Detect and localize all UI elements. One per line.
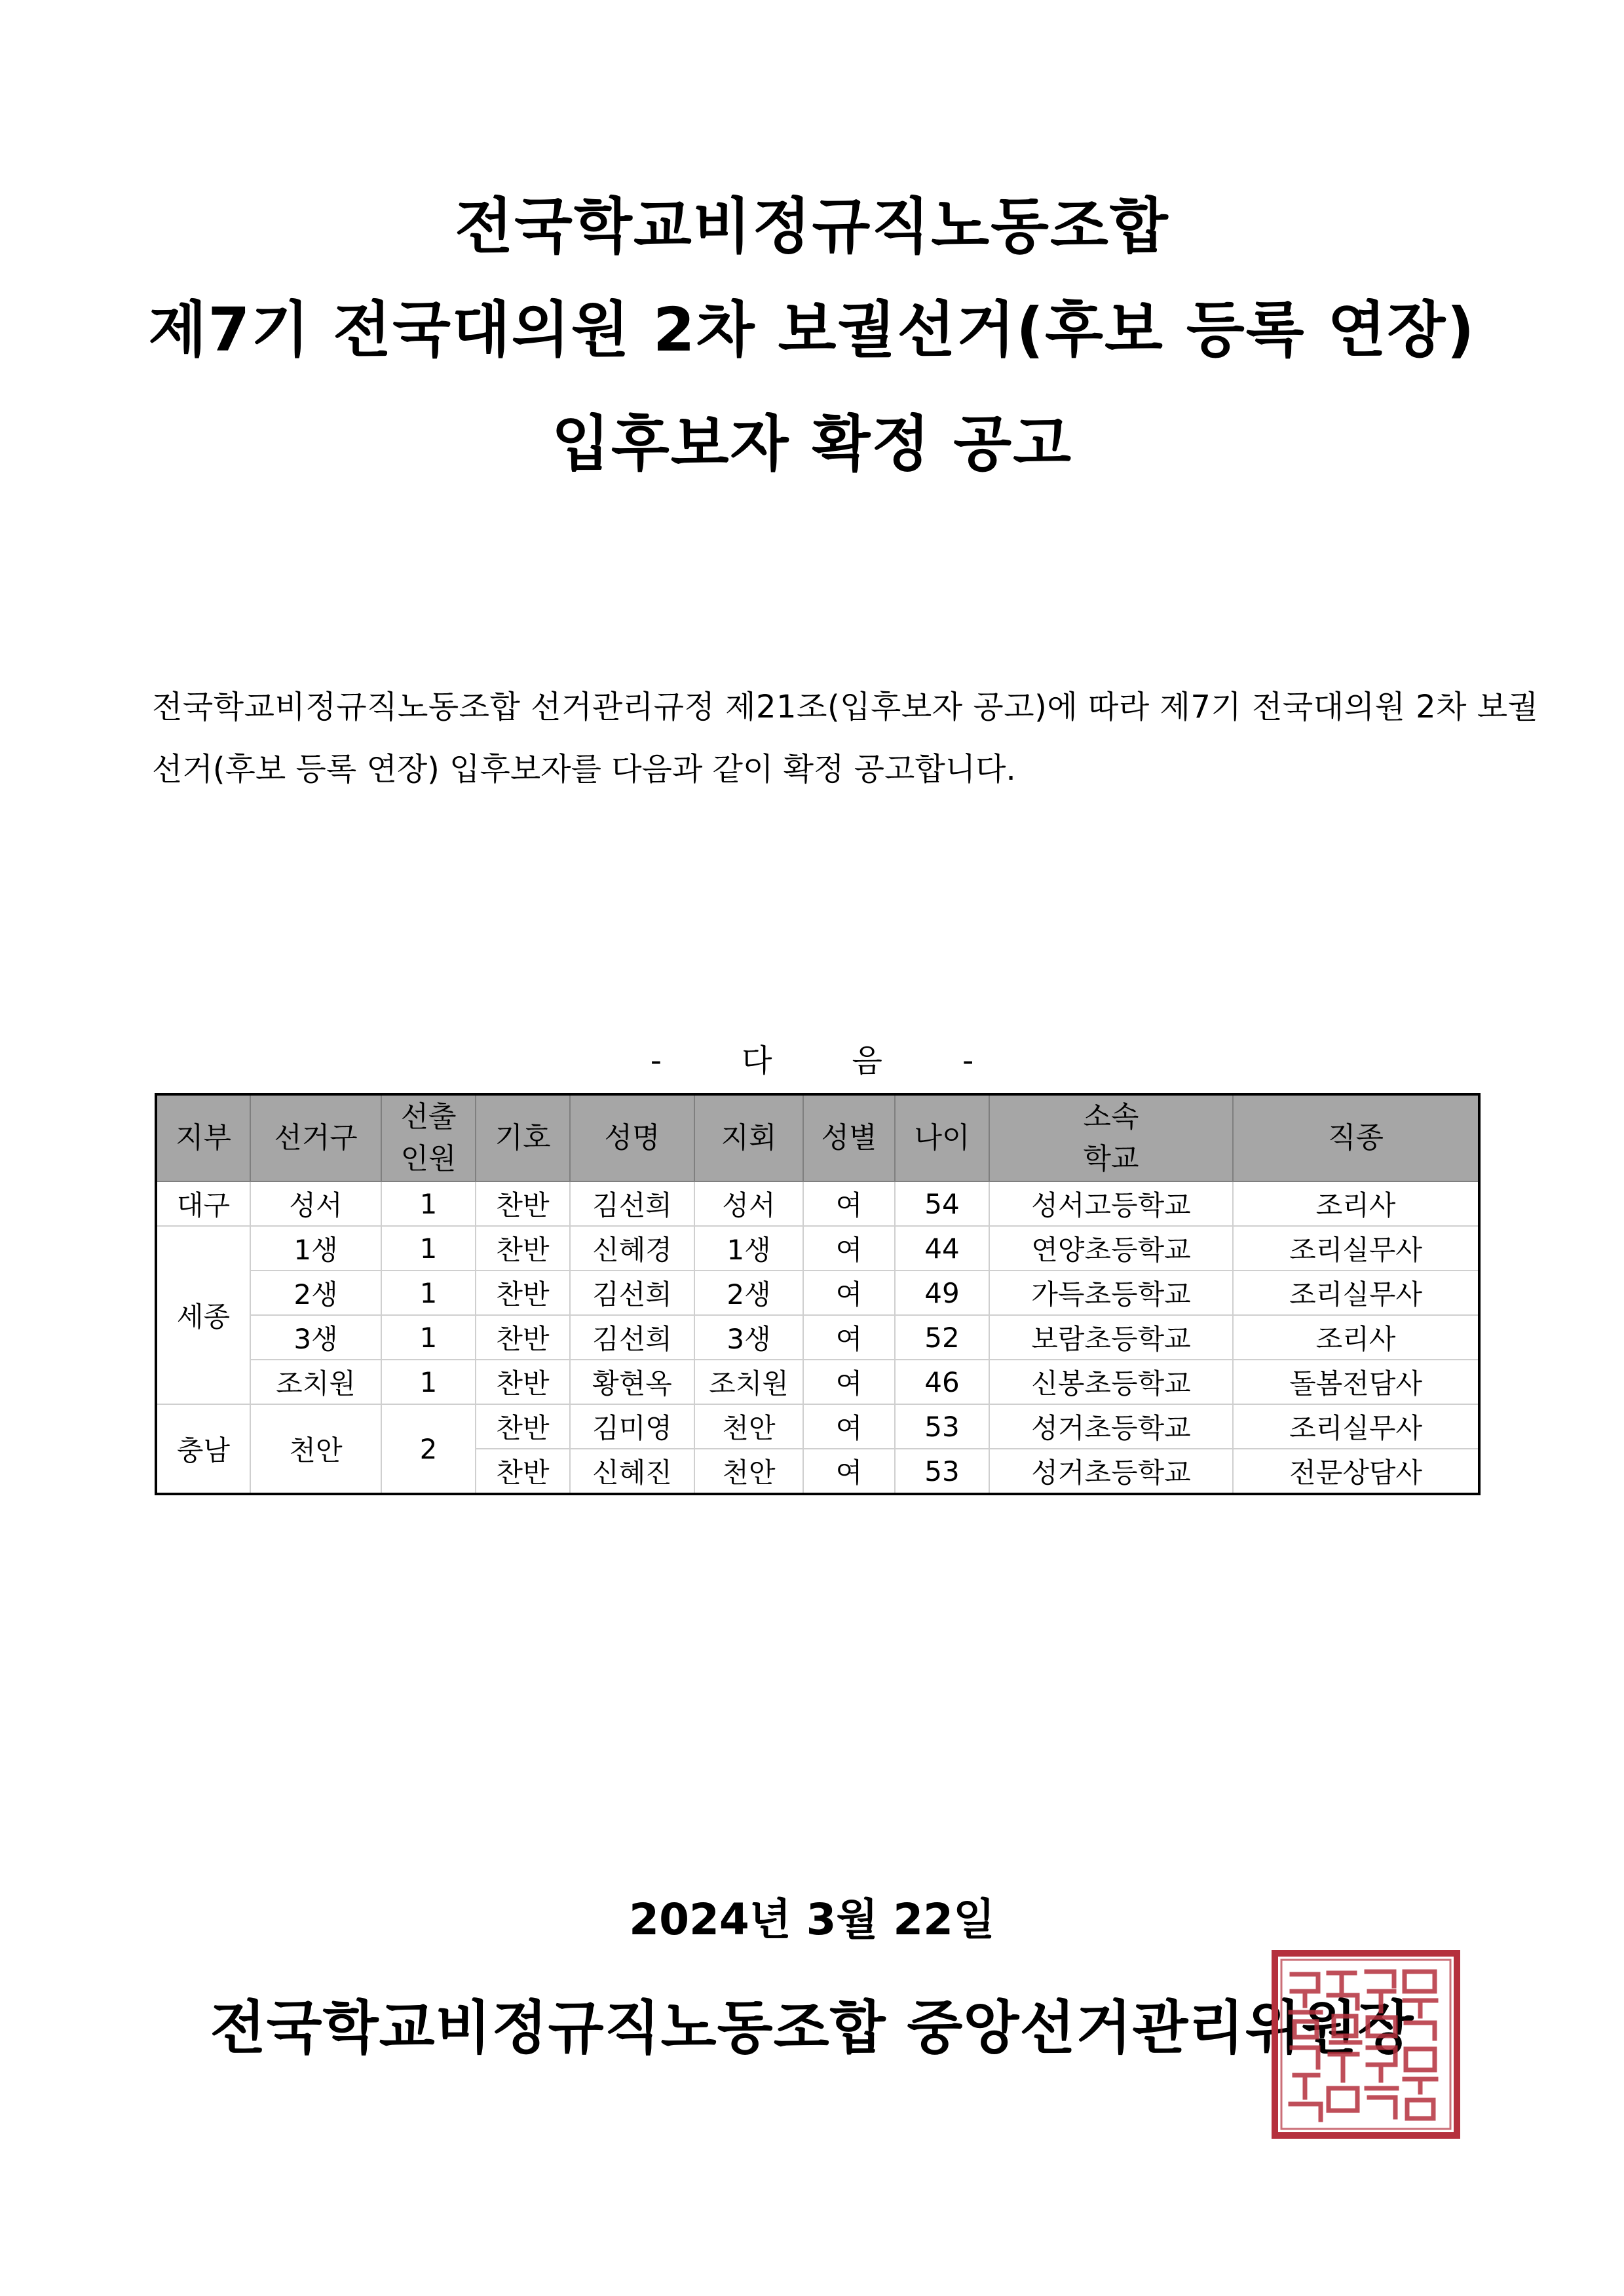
cell-school: 성거초등학교 [989,1404,1233,1449]
header-school-line-1: 소속 [1083,1100,1139,1134]
cell-school: 성거초등학교 [989,1449,1233,1494]
cell-symbol: 찬반 [476,1181,570,1226]
header-age: 나이 [895,1094,989,1181]
header-seats-line-2: 인원 [400,1142,457,1176]
cell-chapter: 1생 [694,1226,803,1271]
table-row [156,1181,1479,1226]
cell-seats: 2 [381,1404,476,1494]
cell-chapter: 성서 [694,1181,803,1226]
cell-gender: 여 [803,1271,895,1315]
cell-age: 44 [895,1226,989,1271]
cell-job: 조리사 [1233,1315,1479,1360]
header-name: 성명 [570,1094,694,1181]
cell-school: 성서고등학교 [989,1181,1233,1226]
cell-school: 가득초등학교 [989,1271,1233,1315]
cell-symbol: 찬반 [476,1360,570,1404]
cell-age: 53 [895,1404,989,1449]
cell-symbol: 찬반 [476,1315,570,1360]
header-job: 직종 [1233,1094,1479,1181]
cell-chapter: 천안 [694,1449,803,1494]
cell-symbol: 찬반 [476,1226,570,1271]
cell-seats: 1 [381,1271,476,1315]
cell-district: 3생 [250,1315,381,1360]
cell-age: 52 [895,1315,989,1360]
body-paragraph-line-1: 전국학교비정규직노동조합 선거관리규정 제21조(입후보자 공고)에 따라 제7기 전국대의원 2차 보궐 [152,689,1539,725]
cell-name: 황현옥 [570,1360,694,1404]
cell-age: 49 [895,1271,989,1315]
cell-seats: 1 [381,1181,476,1226]
cell-symbol: 찬반 [476,1404,570,1449]
cell-school: 신봉초등학교 [989,1360,1233,1404]
cell-job: 조리실무사 [1233,1226,1479,1271]
cell-gender: 여 [803,1181,895,1226]
header-school-line-2: 학교 [1083,1142,1139,1176]
table-row [156,1271,1479,1315]
table-row [156,1226,1479,1271]
cell-branch: 대구 [156,1181,250,1226]
title-line-1: 전국학교비정규직노동조합 [455,191,1169,261]
header-school [989,1094,1233,1181]
header-district: 선거구 [250,1094,381,1181]
cell-chapter: 3생 [694,1315,803,1360]
cell-gender: 여 [803,1449,895,1494]
header-seats [381,1094,476,1181]
cell-seats: 1 [381,1226,476,1271]
cell-branch: 충남 [156,1404,250,1494]
official-seal-icon [1271,1949,1461,2139]
cell-district: 2생 [250,1271,381,1315]
cell-district: 천안 [250,1404,381,1494]
cell-job: 조리실무사 [1233,1271,1479,1315]
cell-district: 1생 [250,1226,381,1271]
cell-seats: 1 [381,1360,476,1404]
cell-name: 신혜경 [570,1226,694,1271]
cell-job: 전문상담사 [1233,1449,1479,1494]
cell-symbol: 찬반 [476,1271,570,1315]
cell-age: 46 [895,1360,989,1404]
cell-name: 김선희 [570,1271,694,1315]
title-line-3: 입후보자 확정 공고 [551,409,1073,479]
table-row [156,1360,1479,1404]
table-header-row [156,1094,1479,1181]
cell-gender: 여 [803,1360,895,1404]
cell-name: 김선희 [570,1315,694,1360]
cell-seats: 1 [381,1315,476,1360]
cell-chapter: 조치원 [694,1360,803,1404]
header-gender: 성별 [803,1094,895,1181]
cell-job: 조리사 [1233,1181,1479,1226]
cell-district: 성서 [250,1181,381,1226]
cell-chapter: 천안 [694,1404,803,1449]
cell-age: 54 [895,1181,989,1226]
signer-title: 전국학교비정규직노동조합 중앙선거관리위원장 [210,1994,1414,2061]
cell-name: 김미영 [570,1404,694,1449]
header-seats-line-1: 선출 [400,1100,457,1134]
cell-gender: 여 [803,1404,895,1449]
cell-age: 53 [895,1449,989,1494]
header-branch: 지부 [156,1094,250,1181]
title-line-2: 제7기 전국대의원 2차 보궐선거(후보 등록 연장) [148,295,1476,365]
cell-name: 김선희 [570,1181,694,1226]
cell-district: 조치원 [250,1360,381,1404]
header-chapter: 지회 [694,1094,803,1181]
table-row [156,1315,1479,1360]
cell-gender: 여 [803,1315,895,1360]
cell-job: 돌봄전담사 [1233,1360,1479,1404]
header-symbol: 기호 [476,1094,570,1181]
section-separator: - 다 음 - [650,1043,974,1079]
body-paragraph-line-2: 선거(후보 등록 연장) 입후보자를 다음과 같이 확정 공고합니다. [152,751,1016,788]
cell-gender: 여 [803,1226,895,1271]
cell-name: 신혜진 [570,1449,694,1494]
cell-school: 보람초등학교 [989,1315,1233,1360]
cell-branch: 세종 [156,1226,250,1404]
candidates-table [155,1093,1481,1495]
announcement-date: 2024년 3월 22일 [629,1894,995,1945]
cell-chapter: 2생 [694,1271,803,1315]
table-row [156,1404,1479,1449]
cell-symbol: 찬반 [476,1449,570,1494]
cell-job: 조리실무사 [1233,1404,1479,1449]
cell-school: 연양초등학교 [989,1226,1233,1271]
